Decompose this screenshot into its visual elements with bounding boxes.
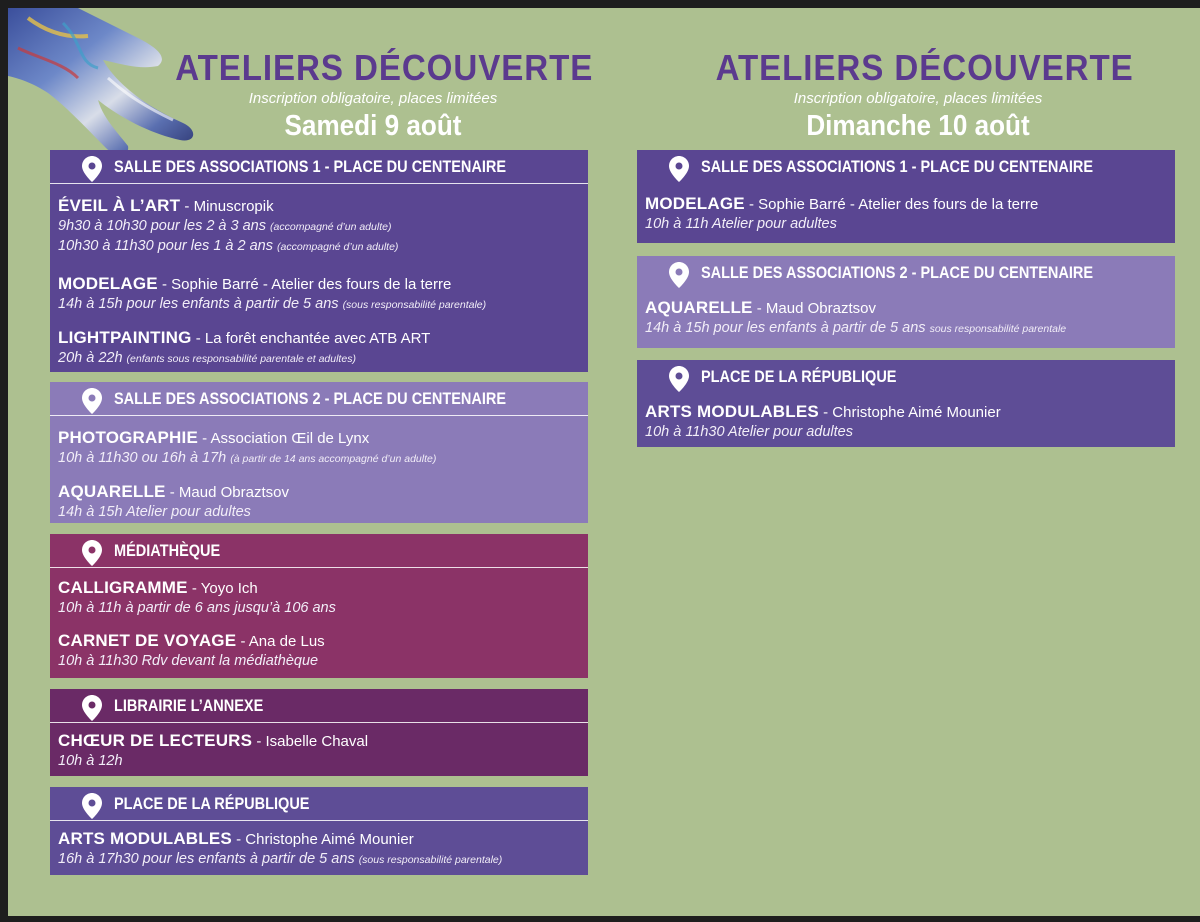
workshop-title: MODELAGE xyxy=(645,194,745,213)
workshop-note: (sous responsabilité parentale) xyxy=(358,854,503,866)
location-pin-icon xyxy=(82,388,102,414)
workshop-host: - Isabelle Chaval xyxy=(252,733,369,750)
workshop-modelage xyxy=(645,194,1169,235)
location-pin-icon xyxy=(669,156,689,182)
venue-name: SALLE DES ASSOCIATIONS 2 - PLACE DU CENTENAIRE xyxy=(701,264,1094,282)
workshop-time: 20h à 22h xyxy=(58,350,127,366)
workshop-host: - Christophe Aimé Mounier xyxy=(818,404,1001,421)
workshop-title: AQUARELLE xyxy=(645,298,753,317)
workshop-host: - Maud Obraztsov xyxy=(752,300,876,317)
venue-name: MÉDIATHÈQUE xyxy=(114,542,221,560)
program-sheet xyxy=(8,8,1200,916)
workshop-aquarelle xyxy=(645,298,1169,339)
workshop-time: 14h à 15h Atelier pour adultes xyxy=(58,504,251,520)
workshop-title: ÉVEIL À L’ART xyxy=(58,196,181,215)
venue-card-librairie xyxy=(50,689,588,776)
venue-name: LIBRAIRIE L’ANNEXE xyxy=(114,697,264,715)
workshop-time: 10h à 11h à partir de 6 ans jusqu’à 106 ans xyxy=(58,600,336,616)
venue-header xyxy=(50,534,588,568)
workshop-note: (à partir de 14 ans accompagné d’un adulte) xyxy=(230,453,437,465)
saturday-subtitle: Inscription obligatoire, places limitées xyxy=(248,90,498,107)
workshop-title: PHOTOGRAPHIE xyxy=(58,428,198,447)
workshop-time: 10h à 11h Atelier pour adultes xyxy=(645,216,837,232)
workshop-time: 16h à 17h30 pour les enfants à partir de 5 ans xyxy=(58,851,359,867)
workshop-note: sous responsabilité parentale xyxy=(929,323,1067,335)
workshop-note: (accompagné d’un adulte) xyxy=(270,221,392,233)
workshop-title: CALLIGRAMME xyxy=(58,578,188,597)
venue-card-salle-2 xyxy=(50,382,588,523)
workshop-arts-modulables xyxy=(58,829,582,870)
workshop-host: - Christophe Aimé Mounier xyxy=(231,831,414,848)
workshop-host: - Sophie Barré - Atelier des fours de la terre xyxy=(157,276,452,293)
workshop-title: CHŒUR DE LECTEURS xyxy=(58,731,253,750)
workshop-note: (sous responsabilité parentale) xyxy=(342,299,487,311)
venue-card-salle-1 xyxy=(50,150,588,372)
workshop-aquarelle xyxy=(58,482,582,523)
workshop-note: (enfants sous responsabilité parentale et adultes) xyxy=(126,353,356,365)
venue-name: PLACE DE LA RÉPUBLIQUE xyxy=(114,795,310,813)
workshop-host: - Maud Obraztsov xyxy=(165,484,289,501)
workshop-time: 14h à 15h pour les enfants à partir de 5 ans xyxy=(58,296,343,312)
venue-header xyxy=(637,150,1175,184)
sunday-day: Dimanche 10 août xyxy=(806,110,1030,142)
location-pin-icon xyxy=(82,540,102,566)
saturday-day: Samedi 9 août xyxy=(284,110,462,142)
workshop-host: - Ana de Lus xyxy=(236,633,325,650)
venue-card-place-republique xyxy=(50,787,588,875)
workshop-time: 9h30 à 10h30 pour les 2 à 3 ans xyxy=(58,218,271,234)
venue-header xyxy=(50,150,588,184)
venue-card-mediatheque xyxy=(50,534,588,678)
workshop-time: 10h à 11h30 Atelier pour adultes xyxy=(645,424,853,440)
workshop-choeur-de-lecteurs xyxy=(58,731,582,772)
workshop-title: ARTS MODULABLES xyxy=(58,829,232,848)
workshop-host: - La forêt enchantée avec ATB ART xyxy=(191,330,431,347)
workshop-photographie xyxy=(58,428,582,469)
workshop-host: - Yoyo Ich xyxy=(187,580,258,597)
workshop-host: - Minuscropik xyxy=(180,198,274,215)
workshop-eveil-art xyxy=(58,196,582,257)
sunday-venue-card-salle-1 xyxy=(637,150,1175,243)
workshop-note: (accompagné d’un adulte) xyxy=(277,241,399,253)
venue-header xyxy=(637,256,1175,290)
venue-header xyxy=(637,360,1175,394)
venue-name: SALLE DES ASSOCIATIONS 1 - PLACE DU CENTENAIRE xyxy=(701,158,1094,176)
workshop-time: 10h à 12h xyxy=(58,753,123,769)
location-pin-icon xyxy=(82,695,102,721)
location-pin-icon xyxy=(82,793,102,819)
venue-header xyxy=(50,382,588,416)
venue-name: SALLE DES ASSOCIATIONS 2 - PLACE DU CENTENAIRE xyxy=(114,390,507,408)
workshop-time: 14h à 15h pour les enfants à partir de 5 ans xyxy=(645,320,930,336)
location-pin-icon xyxy=(669,366,689,392)
sunday-venue-card-salle-2 xyxy=(637,256,1175,348)
sunday-header xyxy=(698,48,1138,142)
venue-name: SALLE DES ASSOCIATIONS 1 - PLACE DU CENTENAIRE xyxy=(114,158,507,176)
sunday-subtitle: Inscription obligatoire, places limitées xyxy=(793,90,1043,107)
sunday-title: ATELIERS DÉCOUVERTE xyxy=(715,47,1134,88)
workshop-arts-modulables xyxy=(645,402,1169,443)
workshop-time: 10h à 11h30 Rdv devant la médiathèque xyxy=(58,653,319,669)
workshop-host: - Association Œil de Lynx xyxy=(198,430,370,447)
venue-header xyxy=(50,689,588,723)
sunday-venue-card-place-republique xyxy=(637,360,1175,447)
workshop-title: CARNET DE VOYAGE xyxy=(58,631,237,650)
venue-name: PLACE DE LA RÉPUBLIQUE xyxy=(701,368,897,386)
workshop-time: 10h à 11h30 ou 16h à 17h xyxy=(58,450,231,466)
saturday-header xyxy=(158,47,594,142)
workshop-lightpainting xyxy=(58,328,582,369)
workshop-title: LIGHTPAINTING xyxy=(58,328,192,347)
workshop-title: AQUARELLE xyxy=(58,482,166,501)
workshop-host: - Sophie Barré - Atelier des fours de la terre xyxy=(744,196,1039,213)
workshop-time: 10h30 à 11h30 pour les 1 à 2 ans xyxy=(58,238,278,254)
workshop-title: MODELAGE xyxy=(58,274,158,293)
workshop-calligramme xyxy=(58,578,582,619)
workshop-title: ARTS MODULABLES xyxy=(645,402,819,421)
saturday-title: ATELIERS DÉCOUVERTE xyxy=(175,47,594,88)
workshop-modelage xyxy=(58,274,582,315)
location-pin-icon xyxy=(82,156,102,182)
location-pin-icon xyxy=(669,262,689,288)
workshop-carnet-de-voyage xyxy=(58,631,582,672)
venue-header xyxy=(50,787,588,821)
